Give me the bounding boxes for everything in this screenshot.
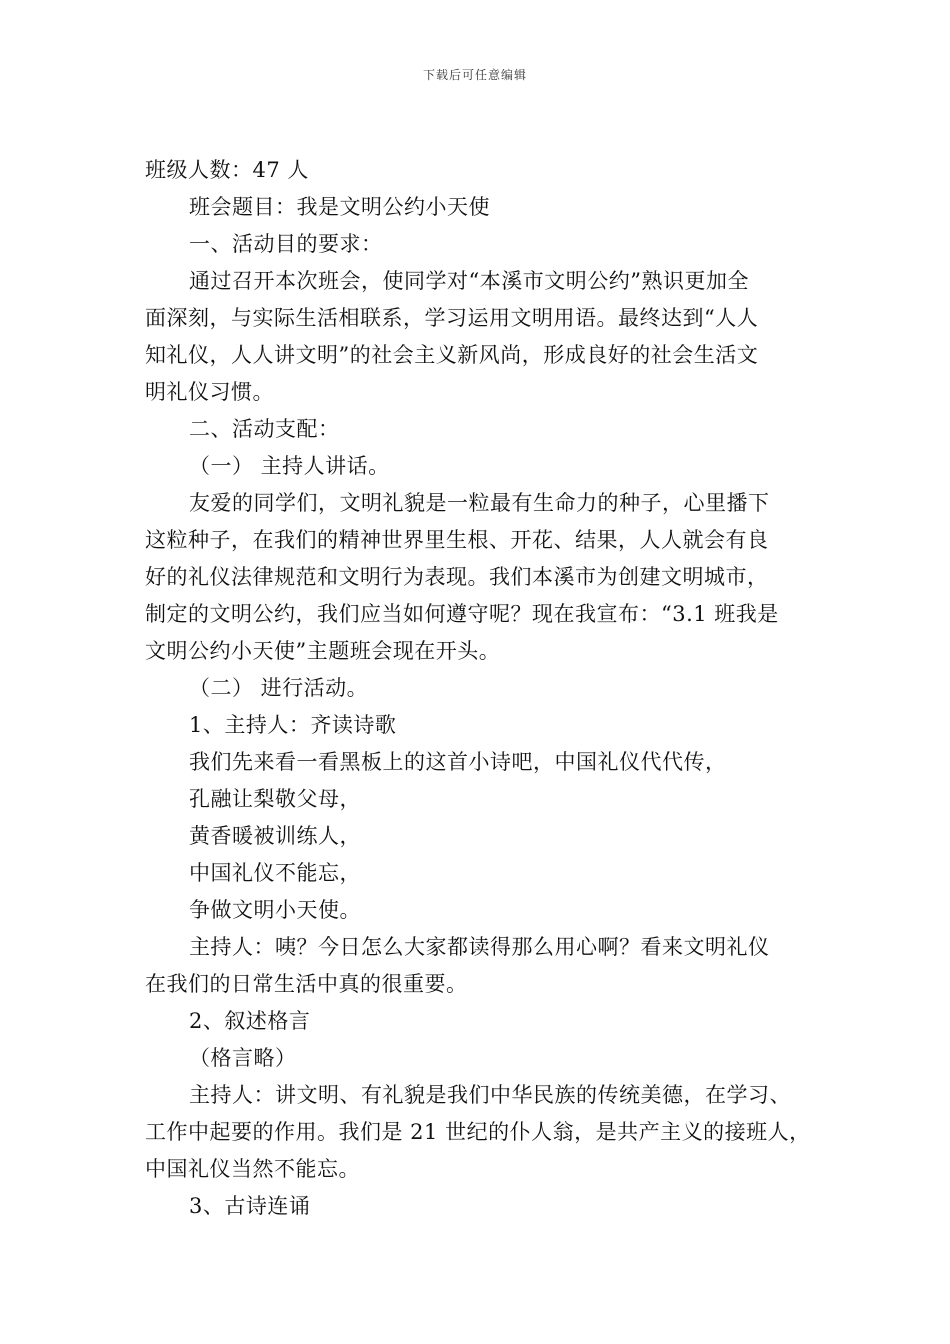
document-line: 这粒种子，在我们的精神世界里生根、开花、结果，人人就会有良	[145, 528, 769, 552]
document-line: 中国礼仪当然不能忘。	[145, 1157, 360, 1181]
document-line: 我们先来看一看黑板上的这首小诗吧，中国礼仪代代传，	[189, 750, 727, 774]
document-line: 主持人：咦？今日怎么大家都读得那么用心啊？看来文明礼仪	[189, 935, 770, 959]
document-line: （一） 主持人讲话。	[189, 454, 390, 478]
document-line: 一、活动目的要求：	[189, 232, 383, 256]
header-note: 下载后可任意编辑	[422, 68, 527, 82]
document-line: （格言略）	[189, 1046, 297, 1070]
document-line: 2、叙述格言	[189, 1009, 311, 1033]
document-line: 班会题目：我是文明公约小天使	[189, 195, 490, 219]
document-line: 友爱的同学们，文明礼貌是一粒最有生命力的种子，心里播下	[189, 491, 770, 515]
document-body	[145, 152, 825, 1225]
document-line: 知礼仪，人人讲文明”的社会主义新风尚，形成良好的社会生活文	[145, 343, 759, 367]
document-line: 班级人数：47 人	[145, 158, 309, 182]
document-line: 文明公约小天使”主题班会现在开头。	[145, 639, 501, 663]
document-line: 3、古诗连诵	[189, 1194, 311, 1218]
document-line: 工作中起要的作用。我们是 21 世纪的仆人翁，是共产主义的接班人，	[145, 1120, 811, 1144]
document-line: 主持人：讲文明、有礼貌是我们中华民族的传统美德，在学习、	[189, 1083, 791, 1107]
document-line: 在我们的日常生活中真的很重要。	[145, 972, 468, 996]
document-line: 黄香暖被训练人，	[189, 824, 361, 848]
document-line: 争做文明小天使。	[189, 898, 361, 922]
document-line: （二） 进行活动。	[189, 676, 369, 700]
document-line: 好的礼仪法律规范和文明行为表现。我们本溪市为创建文明城市，	[145, 565, 769, 589]
document-line: 通过召开本次班会，使同学对“本溪市文明公约”熟识更加全	[189, 269, 749, 293]
document-line: 面深刻，与实际生活相联系，学习运用文明用语。最终达到“人人	[145, 306, 759, 330]
document-line: 孔融让梨敬父母，	[189, 787, 361, 811]
document-line: 1、主持人：齐读诗歌	[189, 713, 397, 737]
document-line: 二、活动支配：	[189, 417, 340, 441]
document-line: 中国礼仪不能忘，	[189, 861, 361, 885]
document-line: 明礼仪习惯。	[145, 380, 274, 404]
document-line: 制定的文明公约，我们应当如何遵守呢？现在我宣布：“3.1 班我是	[145, 602, 779, 626]
